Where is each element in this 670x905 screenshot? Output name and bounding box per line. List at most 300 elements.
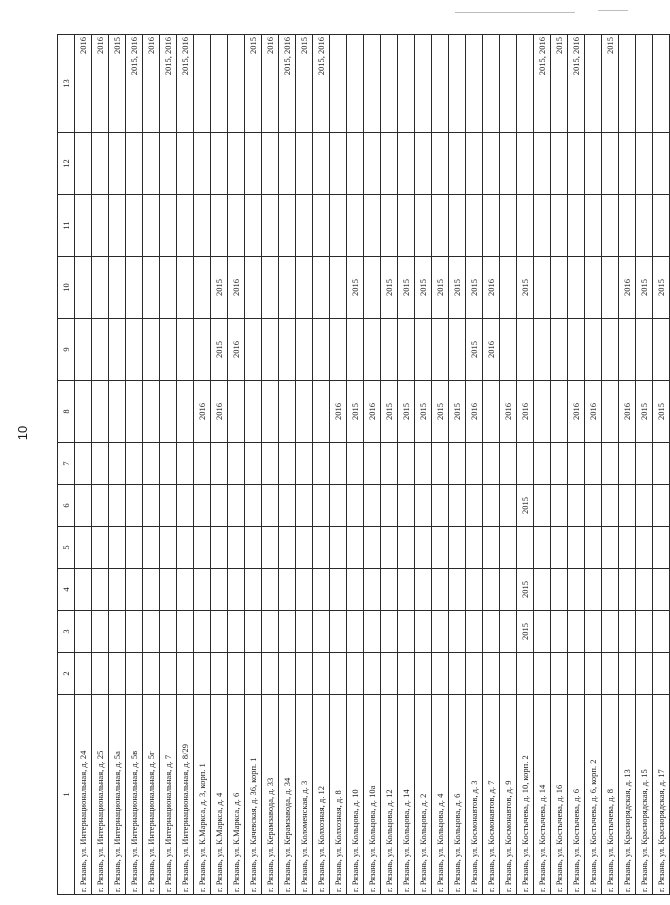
table-row: [551, 35, 568, 895]
year-cell-8: 2016: [500, 381, 517, 443]
year-cell-10: [143, 257, 160, 319]
year-cell-11: [636, 195, 653, 257]
year-cell-10: 2015: [466, 257, 483, 319]
year-cell-10: [160, 257, 177, 319]
year-cell-12: [449, 133, 466, 195]
year-cell-12: [432, 133, 449, 195]
year-cell-13: 2015, 2016: [534, 35, 551, 133]
year-cell-11: [194, 195, 211, 257]
table-row: [500, 35, 517, 895]
year-cell-8: 2016: [568, 381, 585, 443]
year-cell-9: [585, 319, 602, 381]
table-row: [279, 35, 296, 895]
year-cell-3: [398, 611, 415, 653]
address-cell: г. Рязань, ул. Космонавтов, д. 3: [466, 695, 483, 895]
year-cell-5: [364, 527, 381, 569]
scan-mark-top-right: [598, 10, 628, 11]
year-cell-7: [313, 443, 330, 485]
year-cell-6: [194, 485, 211, 527]
year-cell-7: [92, 443, 109, 485]
year-cell-10: 2015: [347, 257, 364, 319]
year-cell-4: [483, 569, 500, 611]
year-cell-12: [602, 133, 619, 195]
year-cell-10: [534, 257, 551, 319]
year-cell-11: [75, 195, 92, 257]
year-cell-11: [551, 195, 568, 257]
year-cell-3: [483, 611, 500, 653]
year-cell-3: [534, 611, 551, 653]
year-cell-13: [194, 35, 211, 133]
year-cell-4: [279, 569, 296, 611]
year-cell-13: 2015, 2016: [177, 35, 194, 133]
year-cell-10: [364, 257, 381, 319]
year-cell-4: [585, 569, 602, 611]
year-cell-10: [126, 257, 143, 319]
year-cell-13: 2016: [262, 35, 279, 133]
year-cell-9: [381, 319, 398, 381]
year-cell-11: [517, 195, 534, 257]
year-cell-13: 2016: [92, 35, 109, 133]
year-cell-7: [500, 443, 517, 485]
year-cell-3: [602, 611, 619, 653]
year-cell-5: [279, 527, 296, 569]
year-cell-6: [619, 485, 636, 527]
year-cell-4: [449, 569, 466, 611]
table-row: [160, 35, 177, 895]
year-cell-5: [126, 527, 143, 569]
col-head-8: 8: [58, 381, 75, 443]
year-cell-12: [347, 133, 364, 195]
table-row: [245, 35, 262, 895]
year-cell-13: [398, 35, 415, 133]
year-cell-11: [381, 195, 398, 257]
year-cell-2: [653, 653, 670, 695]
address-cell: г. Рязань, ул. Костычева, д. 14: [534, 695, 551, 895]
year-cell-10: 2015: [653, 257, 670, 319]
year-cell-8: [177, 381, 194, 443]
year-cell-11: [432, 195, 449, 257]
year-cell-12: [194, 133, 211, 195]
address-cell: г. Рязань, ул. Колхозная, д. 8: [330, 695, 347, 895]
year-cell-3: 2015: [517, 611, 534, 653]
year-cell-2: [194, 653, 211, 695]
year-cell-6: [568, 485, 585, 527]
year-cell-11: [534, 195, 551, 257]
year-cell-12: [500, 133, 517, 195]
table-row: [517, 35, 534, 895]
year-cell-8: [296, 381, 313, 443]
year-cell-13: 2015: [296, 35, 313, 133]
year-cell-12: [364, 133, 381, 195]
year-cell-11: [568, 195, 585, 257]
year-cell-12: [636, 133, 653, 195]
year-cell-3: [330, 611, 347, 653]
year-cell-8: 2016: [619, 381, 636, 443]
table-row: [126, 35, 143, 895]
year-cell-6: [313, 485, 330, 527]
year-cell-4: [126, 569, 143, 611]
year-cell-2: [143, 653, 160, 695]
year-cell-7: [194, 443, 211, 485]
year-cell-8: 2016: [364, 381, 381, 443]
year-cell-12: [126, 133, 143, 195]
year-cell-10: [109, 257, 126, 319]
col-head-12: 12: [58, 133, 75, 195]
year-cell-2: [228, 653, 245, 695]
year-cell-12: [619, 133, 636, 195]
year-cell-13: 2015: [551, 35, 568, 133]
year-cell-8: [602, 381, 619, 443]
address-cell: г. Рязань, ул. Коломенская, д. 3: [296, 695, 313, 895]
year-cell-9: [415, 319, 432, 381]
year-cell-10: 2015: [517, 257, 534, 319]
year-cell-4: [143, 569, 160, 611]
year-cell-8: 2016: [330, 381, 347, 443]
year-cell-9: [602, 319, 619, 381]
year-cell-3: [415, 611, 432, 653]
year-cell-12: [653, 133, 670, 195]
year-cell-13: 2015, 2016: [279, 35, 296, 133]
year-cell-9: [364, 319, 381, 381]
address-cell: г. Рязань, ул. К.Маркса, д. 4: [211, 695, 228, 895]
year-cell-8: 2016: [585, 381, 602, 443]
year-cell-8: [126, 381, 143, 443]
table-row: [313, 35, 330, 895]
table-row: [602, 35, 619, 895]
year-cell-12: [160, 133, 177, 195]
year-cell-3: [653, 611, 670, 653]
address-cell: г. Рязань, ул. Космонавтов, д. 9: [500, 695, 517, 895]
column-number-row: [58, 35, 75, 895]
year-cell-5: [415, 527, 432, 569]
year-cell-4: [653, 569, 670, 611]
year-cell-12: [279, 133, 296, 195]
year-cell-10: 2016: [619, 257, 636, 319]
year-cell-9: [500, 319, 517, 381]
year-cell-5: [109, 527, 126, 569]
year-cell-10: [194, 257, 211, 319]
rotated-table-container: [57, 35, 666, 895]
year-cell-11: [143, 195, 160, 257]
year-cell-5: [347, 527, 364, 569]
table-row: [211, 35, 228, 895]
year-cell-12: [330, 133, 347, 195]
year-cell-8: 2016: [194, 381, 211, 443]
year-cell-11: [92, 195, 109, 257]
address-cell: г. Рязань, ул. Краснорядская, д. 17: [653, 695, 670, 895]
year-cell-3: [245, 611, 262, 653]
year-cell-8: 2015: [653, 381, 670, 443]
address-cell: г. Рязань, ул. Кольцова, д. 4: [432, 695, 449, 895]
table-row: [177, 35, 194, 895]
col-head-13: 13: [58, 35, 75, 133]
year-cell-2: [364, 653, 381, 695]
table-row: [364, 35, 381, 895]
table-row: [75, 35, 92, 895]
address-cell: г. Рязань, ул. Кольцова, д. 10: [347, 695, 364, 895]
year-cell-6: [653, 485, 670, 527]
year-cell-9: [636, 319, 653, 381]
year-cell-4: [534, 569, 551, 611]
year-cell-7: [228, 443, 245, 485]
year-cell-5: [228, 527, 245, 569]
year-cell-12: [228, 133, 245, 195]
year-cell-7: [653, 443, 670, 485]
table-row: [585, 35, 602, 895]
year-cell-13: [517, 35, 534, 133]
year-cell-3: [194, 611, 211, 653]
year-cell-11: [262, 195, 279, 257]
year-cell-13: 2015, 2016: [160, 35, 177, 133]
year-cell-13: [500, 35, 517, 133]
year-cell-5: [330, 527, 347, 569]
year-cell-6: [245, 485, 262, 527]
year-cell-7: [483, 443, 500, 485]
table-row: [262, 35, 279, 895]
year-cell-3: [126, 611, 143, 653]
table-row: [92, 35, 109, 895]
year-cell-11: [211, 195, 228, 257]
year-cell-4: [381, 569, 398, 611]
year-cell-12: [313, 133, 330, 195]
year-cell-10: [313, 257, 330, 319]
year-cell-7: [330, 443, 347, 485]
year-cell-6: [109, 485, 126, 527]
year-cell-3: [466, 611, 483, 653]
year-cell-3: [313, 611, 330, 653]
year-cell-6: [177, 485, 194, 527]
year-cell-3: [347, 611, 364, 653]
year-cell-7: [177, 443, 194, 485]
table-row: [432, 35, 449, 895]
year-cell-9: [92, 319, 109, 381]
year-cell-11: [177, 195, 194, 257]
year-cell-3: [143, 611, 160, 653]
year-cell-10: [568, 257, 585, 319]
year-cell-10: [177, 257, 194, 319]
year-cell-6: 2015: [517, 485, 534, 527]
table-row: [534, 35, 551, 895]
year-cell-13: [466, 35, 483, 133]
year-cell-11: [330, 195, 347, 257]
year-cell-2: [585, 653, 602, 695]
address-cell: г. Рязань, ул. Краснорядская, д. 13: [619, 695, 636, 895]
year-cell-10: 2015: [381, 257, 398, 319]
year-cell-13: [330, 35, 347, 133]
address-cell: г. Рязань, ул. Интернациональная, д. 25: [92, 695, 109, 895]
year-cell-5: [517, 527, 534, 569]
year-cell-9: 2015: [211, 319, 228, 381]
year-cell-13: 2015, 2016: [568, 35, 585, 133]
year-cell-8: 2016: [211, 381, 228, 443]
year-cell-2: [279, 653, 296, 695]
year-cell-4: [177, 569, 194, 611]
year-cell-9: [347, 319, 364, 381]
year-cell-9: [109, 319, 126, 381]
address-cell: г. Рязань, ул. Кольцова, д. 10а: [364, 695, 381, 895]
year-cell-5: [466, 527, 483, 569]
year-cell-4: [347, 569, 364, 611]
year-cell-4: [568, 569, 585, 611]
year-cell-2: [568, 653, 585, 695]
year-cell-7: [364, 443, 381, 485]
year-cell-11: [449, 195, 466, 257]
year-cell-2: [296, 653, 313, 695]
year-cell-5: [551, 527, 568, 569]
year-cell-9: [398, 319, 415, 381]
year-cell-7: [245, 443, 262, 485]
year-cell-4: [500, 569, 517, 611]
year-cell-9: [296, 319, 313, 381]
year-cell-11: [313, 195, 330, 257]
year-cell-9: 2016: [483, 319, 500, 381]
year-cell-5: [262, 527, 279, 569]
year-cell-8: [109, 381, 126, 443]
address-cell: г. Рязань, ул. Интернациональная, д. 5в: [126, 695, 143, 895]
year-cell-7: [568, 443, 585, 485]
year-cell-11: [602, 195, 619, 257]
year-cell-8: [313, 381, 330, 443]
year-cell-4: [415, 569, 432, 611]
year-cell-2: [75, 653, 92, 695]
year-cell-4: [262, 569, 279, 611]
year-cell-7: [585, 443, 602, 485]
year-cell-3: [279, 611, 296, 653]
year-cell-4: [245, 569, 262, 611]
year-cell-9: [551, 319, 568, 381]
year-cell-8: [245, 381, 262, 443]
year-cell-11: [109, 195, 126, 257]
table-row: [619, 35, 636, 895]
year-cell-10: [279, 257, 296, 319]
year-cell-11: [347, 195, 364, 257]
year-cell-10: [602, 257, 619, 319]
year-cell-9: [432, 319, 449, 381]
year-cell-12: [398, 133, 415, 195]
year-cell-8: [75, 381, 92, 443]
col-head-9: 9: [58, 319, 75, 381]
address-cell: г. Рязань, ул. Костычева, д. 6, корп. 2: [585, 695, 602, 895]
year-cell-3: [432, 611, 449, 653]
year-cell-11: [585, 195, 602, 257]
year-cell-3: [109, 611, 126, 653]
year-cell-4: [364, 569, 381, 611]
year-cell-11: [228, 195, 245, 257]
col-head-2: 2: [58, 653, 75, 695]
year-cell-3: [449, 611, 466, 653]
year-cell-8: 2015: [398, 381, 415, 443]
year-cell-5: [585, 527, 602, 569]
year-cell-4: [551, 569, 568, 611]
year-cell-12: [75, 133, 92, 195]
year-cell-2: [483, 653, 500, 695]
year-cell-11: [415, 195, 432, 257]
year-cell-2: [177, 653, 194, 695]
year-cell-6: [534, 485, 551, 527]
year-cell-3: [228, 611, 245, 653]
year-cell-4: [194, 569, 211, 611]
year-cell-12: [109, 133, 126, 195]
year-cell-5: [245, 527, 262, 569]
address-cell: г. Рязань, ул. Краснорядская, д. 15: [636, 695, 653, 895]
address-cell: г. Рязань, ул. Костычева, д. 8: [602, 695, 619, 895]
year-cell-2: [602, 653, 619, 695]
year-cell-11: [296, 195, 313, 257]
year-cell-9: [313, 319, 330, 381]
year-cell-10: 2016: [483, 257, 500, 319]
address-cell: г. Рязань, ул. Интернациональная, д. 24: [75, 695, 92, 895]
year-cell-7: [398, 443, 415, 485]
year-cell-3: [160, 611, 177, 653]
year-cell-7: [347, 443, 364, 485]
year-cell-5: [296, 527, 313, 569]
year-cell-2: [313, 653, 330, 695]
address-cell: г. Рязань, ул. Качевская, д. 36, корп. 1: [245, 695, 262, 895]
year-cell-10: 2016: [228, 257, 245, 319]
year-cell-6: [92, 485, 109, 527]
year-cell-5: [143, 527, 160, 569]
year-cell-5: [636, 527, 653, 569]
year-cell-4: [398, 569, 415, 611]
col-head-10: 10: [58, 257, 75, 319]
year-cell-13: 2016: [143, 35, 160, 133]
table-row: [653, 35, 670, 895]
year-cell-8: [279, 381, 296, 443]
year-cell-8: 2016: [517, 381, 534, 443]
col-head-5: 5: [58, 527, 75, 569]
year-cell-6: [602, 485, 619, 527]
year-cell-9: [245, 319, 262, 381]
address-cell: г. Рязань, ул. Кольцова, д. 14: [398, 695, 415, 895]
year-cell-13: [381, 35, 398, 133]
year-cell-12: [177, 133, 194, 195]
year-cell-3: [636, 611, 653, 653]
year-cell-5: [449, 527, 466, 569]
year-cell-2: [551, 653, 568, 695]
address-cell: г. Рязань, ул. Колхозная, д. 12: [313, 695, 330, 895]
year-cell-13: [347, 35, 364, 133]
year-cell-2: [160, 653, 177, 695]
year-cell-5: [177, 527, 194, 569]
scan-mark-top: [455, 12, 575, 13]
year-cell-4: 2015: [517, 569, 534, 611]
year-cell-9: [160, 319, 177, 381]
year-cell-7: [466, 443, 483, 485]
year-cell-4: [602, 569, 619, 611]
address-cell: г. Рязань, ул. Интернациональная, д. 5а: [109, 695, 126, 895]
year-cell-11: [279, 195, 296, 257]
year-cell-6: [466, 485, 483, 527]
page-number: 10: [15, 425, 30, 441]
year-cell-9: [330, 319, 347, 381]
year-cell-9: [449, 319, 466, 381]
year-cell-4: [636, 569, 653, 611]
table-row: [296, 35, 313, 895]
year-cell-12: [466, 133, 483, 195]
col-head-11: 11: [58, 195, 75, 257]
year-cell-5: [381, 527, 398, 569]
year-cell-7: [381, 443, 398, 485]
year-cell-2: [245, 653, 262, 695]
year-cell-7: [602, 443, 619, 485]
year-cell-11: [483, 195, 500, 257]
year-cell-3: [211, 611, 228, 653]
col-head-1: 1: [58, 695, 75, 895]
year-cell-6: [279, 485, 296, 527]
year-cell-12: [483, 133, 500, 195]
year-cell-13: [364, 35, 381, 133]
year-cell-6: [75, 485, 92, 527]
